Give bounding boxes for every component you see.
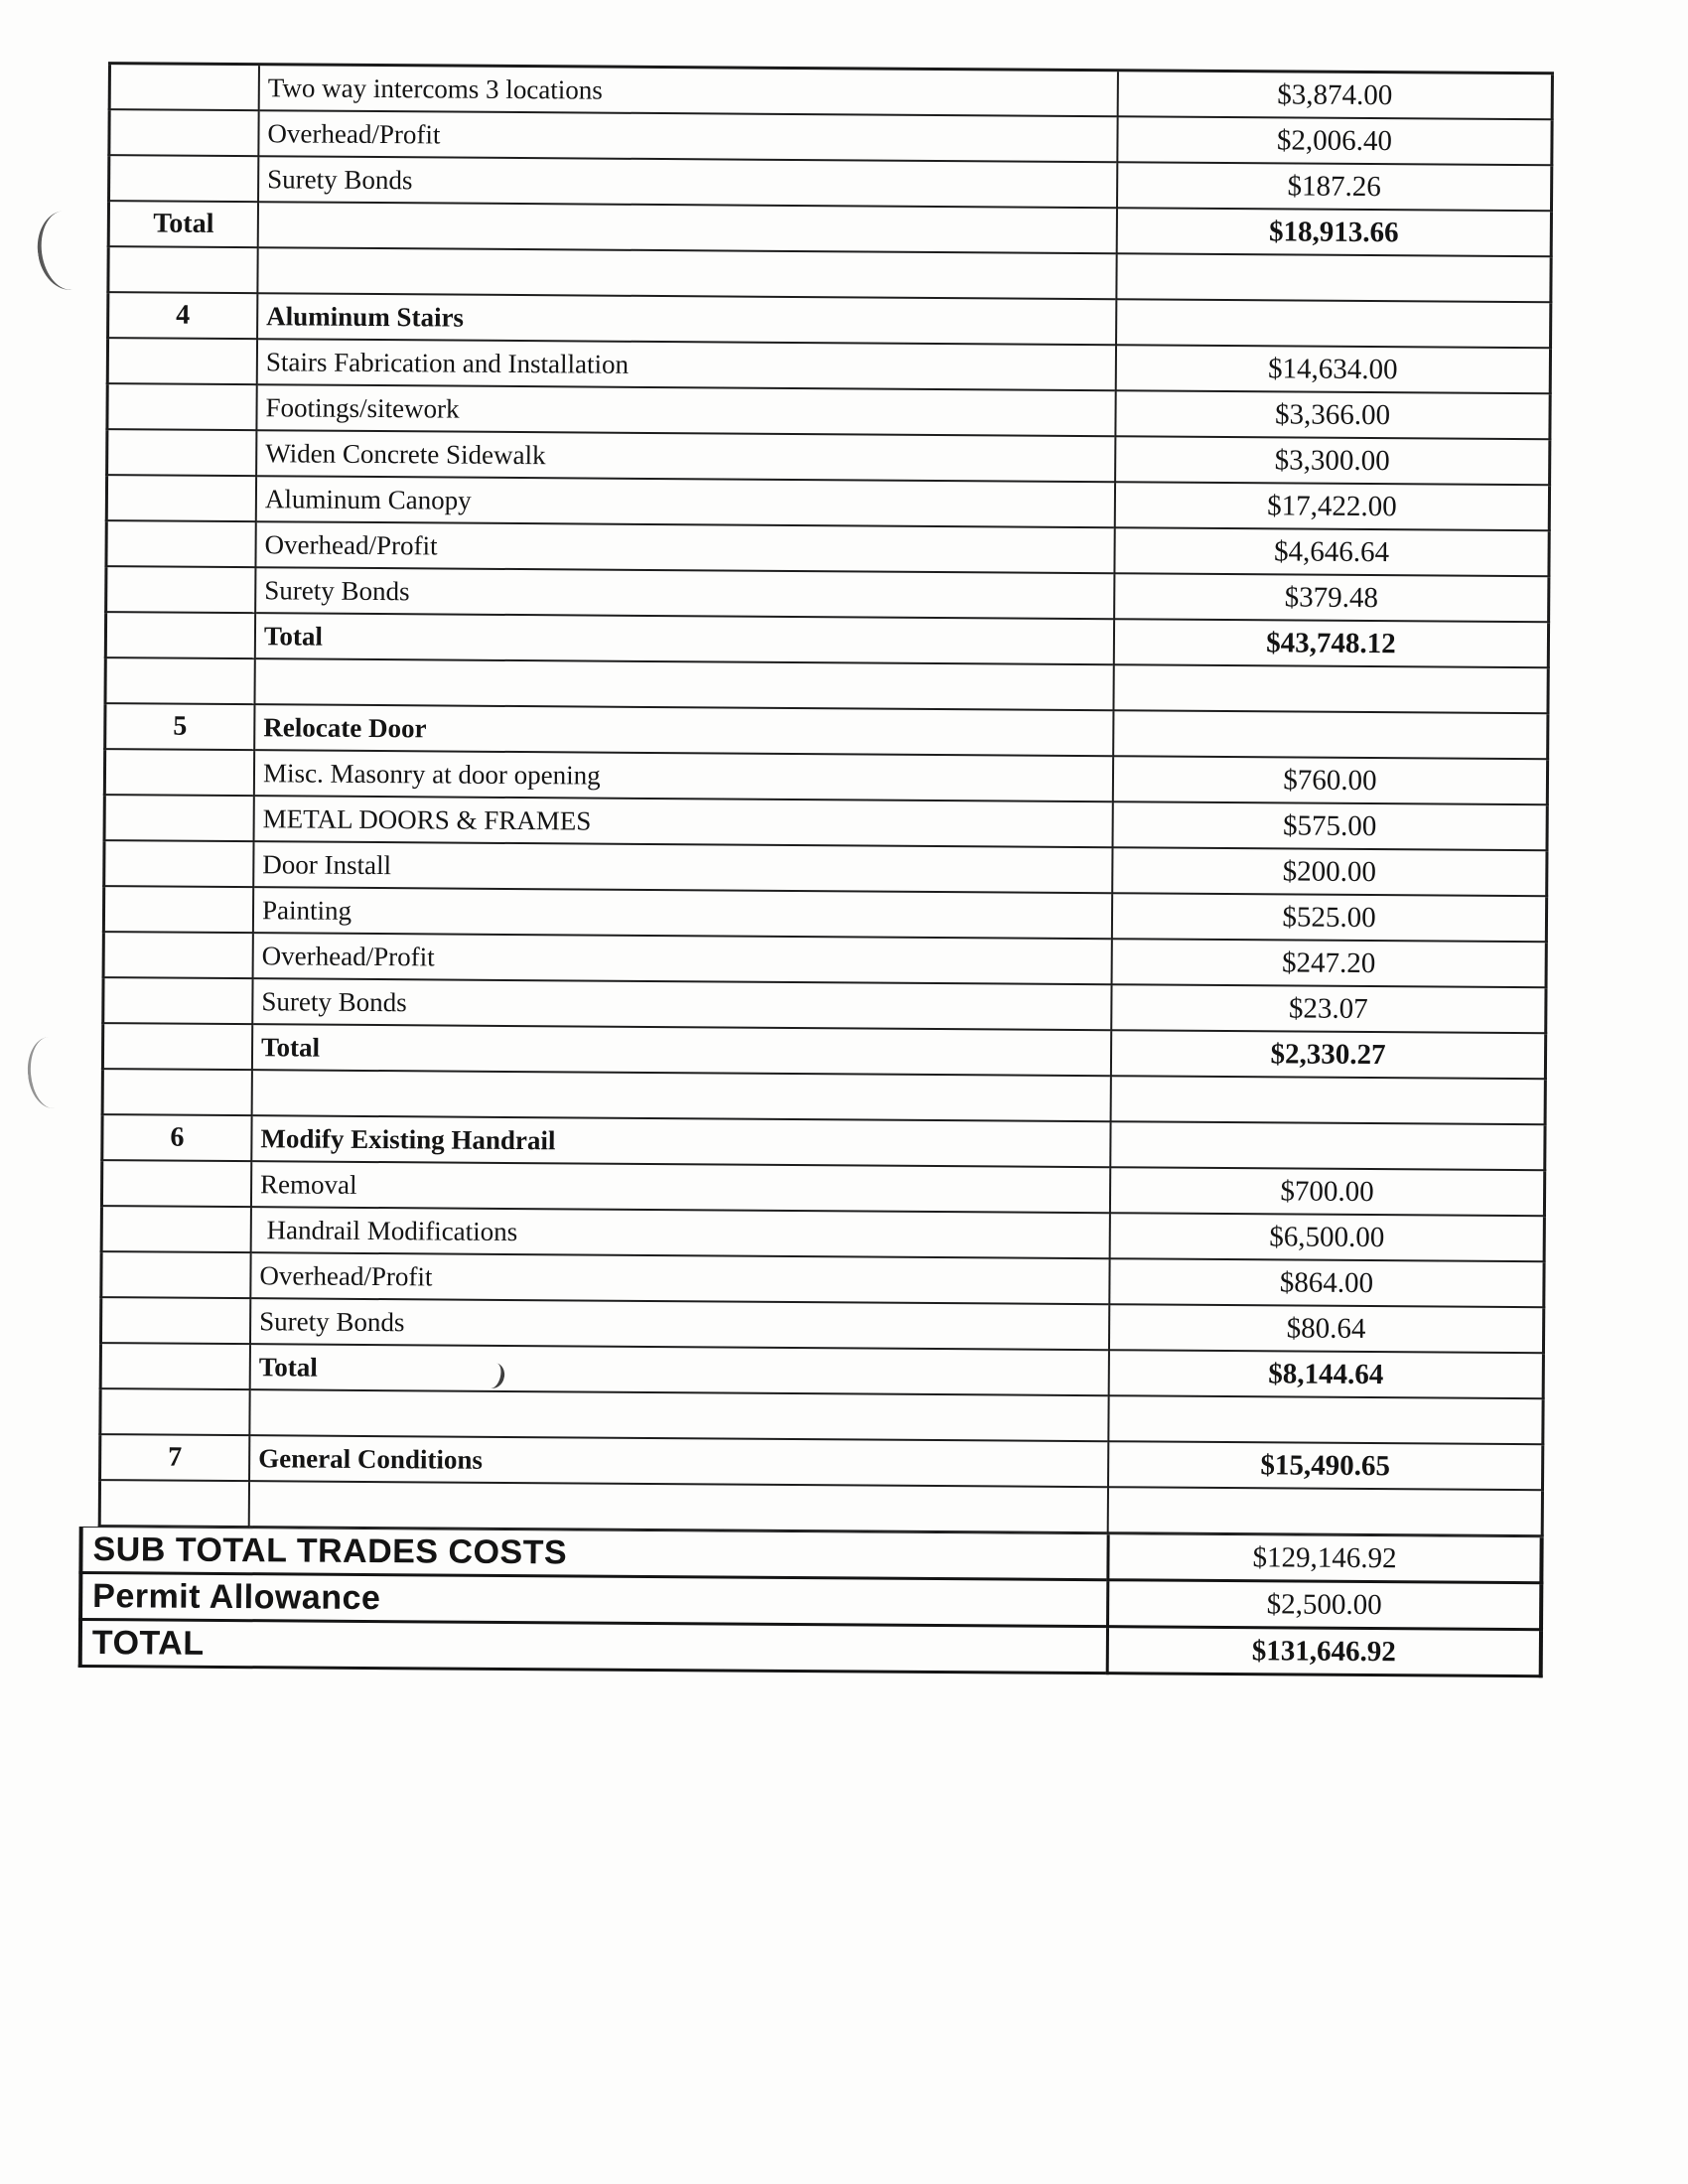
description-cell: METAL DOORS & FRAMES bbox=[255, 797, 1112, 848]
item-number-cell bbox=[101, 978, 253, 1025]
description-cell: Surety Bonds bbox=[256, 568, 1113, 620]
item-number-cell bbox=[102, 887, 254, 934]
item-number-cell bbox=[103, 658, 255, 705]
amount-cell: $247.20 bbox=[1111, 940, 1548, 988]
pen-mark-artifact bbox=[25, 1035, 77, 1110]
item-number-cell bbox=[107, 110, 259, 157]
amount-cell bbox=[1109, 1122, 1546, 1171]
item-number-cell bbox=[104, 613, 256, 659]
description-cell: Surety Bonds bbox=[253, 979, 1110, 1031]
description-cell: Misc. Masonry at door opening bbox=[255, 751, 1112, 802]
amount-cell: $2,330.27 bbox=[1110, 1031, 1547, 1080]
amount-cell: $200.00 bbox=[1111, 848, 1548, 897]
amount-cell: $575.00 bbox=[1111, 802, 1548, 851]
item-number-cell bbox=[100, 1161, 252, 1208]
amount-cell: $80.64 bbox=[1108, 1305, 1545, 1354]
description-cell bbox=[250, 1482, 1107, 1533]
item-number-cell bbox=[102, 841, 254, 888]
description-cell: General Conditions bbox=[250, 1436, 1107, 1488]
item-number-cell bbox=[102, 933, 254, 979]
item-number-cell bbox=[104, 567, 256, 614]
amount-cell bbox=[1115, 300, 1552, 349]
description-cell: Overhead/Profit bbox=[259, 111, 1116, 163]
amount-cell: $760.00 bbox=[1112, 757, 1549, 805]
description-cell: Door Install bbox=[254, 842, 1111, 894]
amount-cell: $6,500.00 bbox=[1109, 1214, 1546, 1262]
amount-cell: $8,144.64 bbox=[1108, 1351, 1545, 1399]
amount-cell: $3,366.00 bbox=[1114, 391, 1551, 440]
description-cell: Modify Existing Handrail bbox=[252, 1116, 1109, 1168]
description-cell bbox=[250, 1390, 1107, 1442]
amount-cell: $187.26 bbox=[1116, 163, 1553, 212]
cost-table bbox=[98, 62, 1554, 1536]
item-number-cell bbox=[103, 796, 255, 842]
amount-cell: $23.07 bbox=[1110, 985, 1547, 1034]
amount-cell bbox=[1112, 665, 1549, 714]
summary-row bbox=[78, 1621, 1543, 1677]
summary-amount-cell: $2,500.00 bbox=[1106, 1581, 1543, 1631]
description-cell: Aluminum Stairs bbox=[258, 294, 1115, 346]
description-cell: Surety Bonds bbox=[259, 157, 1116, 209]
cost-table-rows bbox=[98, 65, 1554, 1536]
summary-table-rows bbox=[78, 1528, 1544, 1677]
item-number-cell bbox=[106, 339, 258, 385]
amount-cell: $864.00 bbox=[1108, 1259, 1545, 1308]
item-number-cell bbox=[105, 430, 257, 477]
description-cell: Surety Bonds bbox=[251, 1299, 1108, 1351]
item-number-cell bbox=[98, 1389, 250, 1436]
summary-amount-cell: $129,146.92 bbox=[1106, 1534, 1543, 1584]
description-cell: Two way intercoms 3 locations bbox=[260, 66, 1117, 117]
item-number-cell: 4 bbox=[106, 293, 258, 340]
amount-cell: $17,422.00 bbox=[1114, 483, 1551, 531]
summary-label-cell: SUB TOTAL TRADES COSTS bbox=[78, 1528, 1106, 1581]
description-cell: Overhead/Profit bbox=[251, 1253, 1108, 1305]
item-number-cell bbox=[105, 476, 257, 522]
item-number-cell bbox=[104, 521, 256, 568]
estimate-sheet bbox=[78, 62, 1554, 1677]
amount-cell bbox=[1115, 254, 1552, 303]
item-number-cell: 7 bbox=[98, 1435, 250, 1482]
item-number-cell bbox=[107, 156, 259, 203]
amount-cell: $2,006.40 bbox=[1116, 117, 1553, 166]
description-cell: Aluminum Canopy bbox=[257, 477, 1114, 528]
item-number-cell bbox=[100, 1207, 252, 1253]
amount-cell: $15,490.65 bbox=[1107, 1442, 1544, 1491]
amount-cell: $14,634.00 bbox=[1115, 346, 1552, 394]
item-number-cell bbox=[108, 65, 260, 111]
item-number-cell bbox=[106, 247, 258, 294]
description-cell: Widen Concrete Sidewalk bbox=[257, 431, 1114, 483]
item-number-cell bbox=[99, 1252, 251, 1299]
summary-label-cell: Permit Allowance bbox=[78, 1574, 1106, 1628]
description-cell: Removal bbox=[252, 1162, 1109, 1214]
description-cell: Stairs Fabrication and Installation bbox=[258, 340, 1115, 391]
description-cell bbox=[258, 248, 1115, 300]
amount-cell: $3,300.00 bbox=[1114, 437, 1551, 486]
summary-amount-cell: $131,646.92 bbox=[1106, 1628, 1543, 1677]
item-number-cell bbox=[98, 1481, 250, 1528]
description-cell: Overhead/Profit bbox=[254, 934, 1111, 985]
description-cell: Painting bbox=[254, 888, 1111, 940]
description-cell bbox=[255, 659, 1112, 711]
description-cell: Footings/sitework bbox=[257, 385, 1114, 437]
item-number-cell bbox=[101, 1070, 253, 1116]
amount-cell bbox=[1112, 711, 1549, 760]
description-cell: Total bbox=[256, 614, 1113, 665]
amount-cell: $700.00 bbox=[1109, 1168, 1546, 1217]
amount-cell: $4,646.64 bbox=[1113, 528, 1550, 577]
item-number-cell bbox=[99, 1298, 251, 1345]
description-cell bbox=[253, 1071, 1110, 1122]
item-number-cell bbox=[103, 750, 255, 797]
description-cell: Overhead/Profit bbox=[256, 522, 1113, 574]
amount-cell: $525.00 bbox=[1111, 894, 1548, 943]
amount-cell bbox=[1107, 1396, 1544, 1445]
item-number-cell: 6 bbox=[100, 1115, 252, 1162]
item-number-cell bbox=[99, 1344, 251, 1390]
summary-table bbox=[78, 1527, 1544, 1677]
amount-cell bbox=[1107, 1488, 1544, 1536]
description-cell: Relocate Door bbox=[255, 705, 1112, 757]
description-cell: Total bbox=[253, 1025, 1110, 1077]
amount-cell: $43,748.12 bbox=[1113, 620, 1550, 668]
item-number-cell bbox=[101, 1024, 253, 1071]
description-cell: Total bbox=[251, 1345, 1108, 1396]
item-number-cell: Total bbox=[107, 202, 259, 248]
amount-cell: $18,913.66 bbox=[1116, 209, 1553, 257]
description-cell: Handrail Modifications bbox=[252, 1208, 1109, 1259]
description-cell bbox=[259, 203, 1116, 254]
amount-cell: $3,874.00 bbox=[1117, 72, 1554, 120]
amount-cell bbox=[1110, 1077, 1547, 1125]
summary-label-cell: TOTAL bbox=[78, 1621, 1106, 1674]
item-number-cell: 5 bbox=[103, 704, 255, 751]
amount-cell: $379.48 bbox=[1113, 574, 1550, 623]
item-number-cell bbox=[105, 384, 257, 431]
